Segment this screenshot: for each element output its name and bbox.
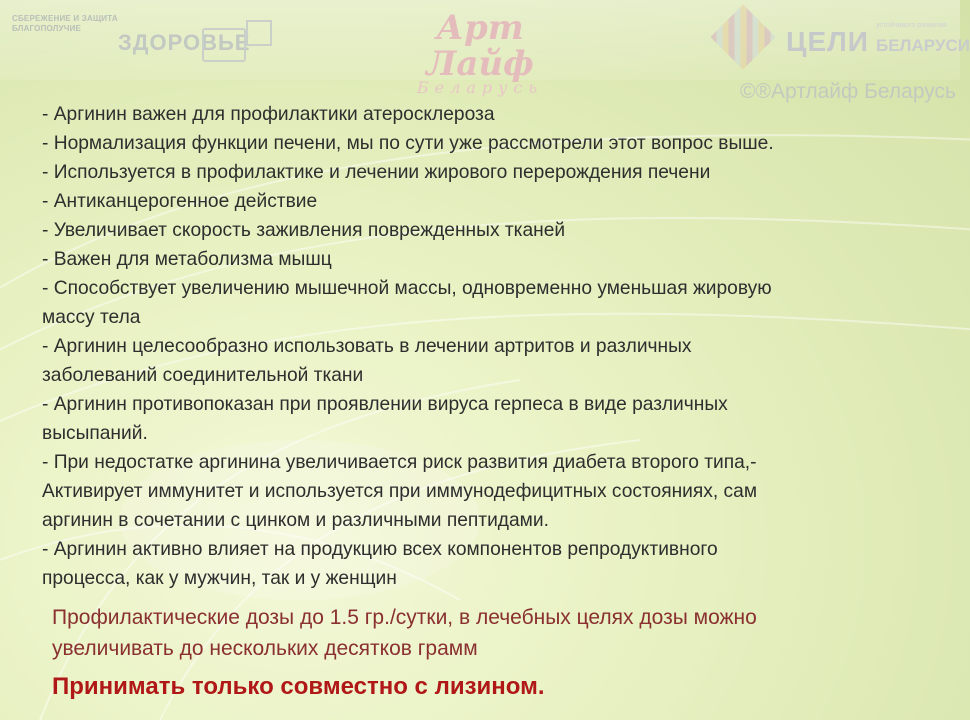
list-item: - Увеличивает скорость заживления поврежденных тканей [42, 220, 566, 241]
health-logo-title: ЗДОРОВЬЕ [118, 30, 251, 55]
list-item: - Важен для метаболизма мышц [42, 249, 332, 270]
heartbeat-icon [202, 28, 246, 62]
health-logo [12, 14, 262, 66]
sdg-logo-country: БЕЛАРУСИ [876, 36, 970, 55]
list-item: - Нормализация функции печени, мы по сути уже рассмотрели этот вопрос выше. [42, 133, 774, 154]
list-item: аргинин в сочетании с цинком и различными пептидами. [42, 510, 549, 531]
list-item: - Аргинин активно влияет на продукцию всех компонентов репродуктивного [42, 539, 718, 560]
artlife-logo-subtitle: Беларусь [416, 78, 544, 97]
list-item: - При недостатке аргинина увеличивается риск развития диабета второго типа,- [42, 452, 757, 473]
sdg-logo-small: устойчивого развития [876, 22, 947, 29]
list-item: - Используется в профилактике и лечении жирового перерождения печени [42, 162, 711, 183]
sdg-logo [712, 10, 970, 70]
list-item: - Аргинин важен для профилактики атеросклероза [42, 104, 495, 125]
sdg-diamond-icon [710, 4, 775, 69]
list-item: - Аргинин противопоказан при проявлении вируса герпеса в виде различных [42, 394, 728, 415]
list-item: заболеваний соединительной ткани [42, 365, 364, 386]
list-item: - Способствует увеличению мышечной массы, одновременно уменьшая жировую [42, 278, 772, 299]
copyright-watermark: ©®Артлайф Беларусь [740, 80, 956, 103]
list-item: Активирует иммунитет и используется при иммунодефицитных состояниях, сам [42, 481, 758, 502]
dosage-line-1: Профилактические дозы до 1.5 гр./сутки, в лечебных целях дозы можно [52, 606, 757, 629]
list-item: - Антиканцерогенное действие [42, 191, 318, 212]
list-item: высыпаний. [42, 423, 148, 444]
artlife-logo [380, 8, 580, 97]
list-item: процесса, как у мужчин, так и у женщин [42, 568, 397, 589]
health-logo-small-2: БЛАГОПОЛУЧИЕ [12, 24, 82, 33]
dosage-emphasis: Принимать только совместно с лизином. [52, 673, 545, 700]
artlife-logo-title: Арт Лайф [426, 8, 534, 84]
benefit-list [42, 100, 922, 593]
list-item: - Аргинин целесообразно использовать в лечении артритов и различных [42, 336, 692, 357]
health-logo-small-1: СБЕРЕЖЕНИЕ И ЗАЩИТА [12, 14, 118, 23]
dosage-recommendation [52, 602, 922, 704]
emblem-icon [246, 20, 272, 46]
dosage-line-2: увеличивать до нескольких десятков грамм [52, 637, 478, 660]
header-banner [0, 0, 970, 97]
sdg-logo-word: ЦЕЛИ [786, 26, 869, 57]
main-content [42, 100, 922, 593]
list-item: массу тела [42, 307, 141, 328]
